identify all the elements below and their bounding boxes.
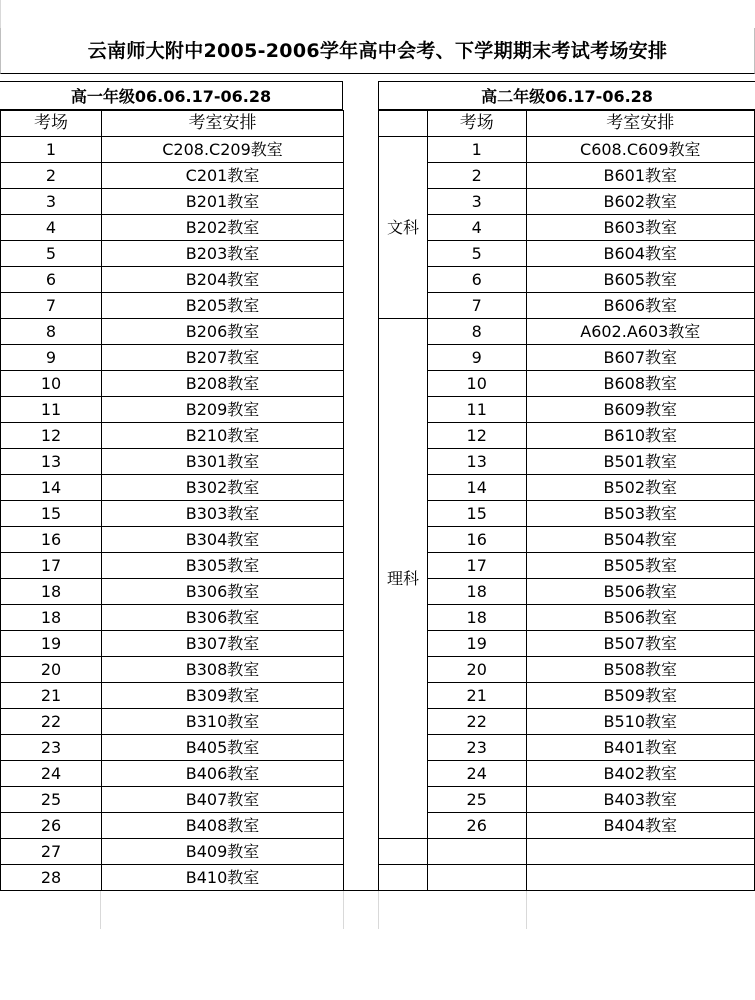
- classroom-cell[interactable]: B606教室: [526, 293, 754, 319]
- table-row: [379, 241, 755, 267]
- empty-row: [379, 839, 755, 865]
- table-row: [1, 631, 344, 657]
- classroom-cell[interactable]: B303教室: [102, 501, 344, 527]
- table-row: [1, 163, 344, 189]
- classroom-cell[interactable]: B201教室: [102, 189, 344, 215]
- room-number-cell[interactable]: 27: [1, 839, 102, 865]
- classroom-cell[interactable]: B506教室: [526, 605, 754, 631]
- table-row: [379, 579, 755, 605]
- classroom-cell[interactable]: B505教室: [526, 553, 754, 579]
- classroom-cell[interactable]: B301教室: [102, 449, 344, 475]
- grade1-table: [0, 110, 344, 891]
- table-row: [1, 527, 344, 553]
- grade2-header[interactable]: 高二年级06.17-06.28: [378, 81, 755, 110]
- room-number-cell[interactable]: 14: [427, 475, 526, 501]
- room-number-cell[interactable]: 23: [427, 735, 526, 761]
- classroom-cell[interactable]: B507教室: [526, 631, 754, 657]
- classroom-cell[interactable]: B305教室: [102, 553, 344, 579]
- classroom-cell[interactable]: B510教室: [526, 709, 754, 735]
- table-row: [1, 657, 344, 683]
- room-number-cell[interactable]: 6: [1, 267, 102, 293]
- room-number-cell[interactable]: 23: [1, 735, 102, 761]
- table-row: [379, 657, 755, 683]
- table-row: [1, 579, 344, 605]
- classroom-cell[interactable]: B203教室: [102, 241, 344, 267]
- room-number-cell[interactable]: 20: [427, 657, 526, 683]
- classroom-cell[interactable]: B308教室: [102, 657, 344, 683]
- table-row: [1, 553, 344, 579]
- classroom-cell[interactable]: B609教室: [526, 397, 754, 423]
- table-row: [379, 319, 755, 345]
- room-number-cell[interactable]: 26: [427, 813, 526, 839]
- room-number-cell[interactable]: 17: [427, 553, 526, 579]
- classroom-cell[interactable]: A602.A603教室: [526, 319, 754, 345]
- room-number-cell[interactable]: 8: [1, 319, 102, 345]
- room-number-cell[interactable]: 1: [427, 137, 526, 163]
- grade2-table: [378, 110, 755, 891]
- classroom-cell[interactable]: B603教室: [526, 215, 754, 241]
- room-number-cell[interactable]: 7: [1, 293, 102, 319]
- classroom-cell[interactable]: B605教室: [526, 267, 754, 293]
- table-row: [1, 267, 344, 293]
- room-number-cell[interactable]: 24: [427, 761, 526, 787]
- table-row: [1, 371, 344, 397]
- classroom-cell[interactable]: B502教室: [526, 475, 754, 501]
- table-row: [1, 189, 344, 215]
- empty-cell[interactable]: [526, 839, 754, 865]
- table-row: [1, 423, 344, 449]
- room-number-cell[interactable]: 4: [1, 215, 102, 241]
- classroom-cell[interactable]: B410教室: [102, 865, 344, 891]
- classroom-cell[interactable]: B508教室: [526, 657, 754, 683]
- room-number-cell[interactable]: 21: [427, 683, 526, 709]
- grade1-col-room[interactable]: 考场: [1, 111, 102, 137]
- grade2-col-group[interactable]: [379, 111, 428, 137]
- room-number-cell[interactable]: 14: [1, 475, 102, 501]
- room-number-cell[interactable]: 12: [427, 423, 526, 449]
- room-number-cell[interactable]: 22: [1, 709, 102, 735]
- room-number-cell[interactable]: 21: [1, 683, 102, 709]
- gridline: [343, 891, 344, 929]
- room-number-cell[interactable]: 9: [1, 345, 102, 371]
- classroom-cell[interactable]: B610教室: [526, 423, 754, 449]
- classroom-cell[interactable]: B208教室: [102, 371, 344, 397]
- classroom-cell[interactable]: B403教室: [526, 787, 754, 813]
- classroom-cell[interactable]: B302教室: [102, 475, 344, 501]
- table-row: [379, 761, 755, 787]
- classroom-cell[interactable]: B503教室: [526, 501, 754, 527]
- gridline: [378, 891, 379, 929]
- classroom-cell[interactable]: B504教室: [526, 527, 754, 553]
- classroom-cell[interactable]: B407教室: [102, 787, 344, 813]
- classroom-cell[interactable]: B604教室: [526, 241, 754, 267]
- room-number-cell[interactable]: 10: [1, 371, 102, 397]
- table-row: [379, 293, 755, 319]
- room-number-cell[interactable]: 19: [427, 631, 526, 657]
- classroom-cell[interactable]: B306教室: [102, 579, 344, 605]
- room-number-cell[interactable]: 9: [427, 345, 526, 371]
- table-row: [379, 527, 755, 553]
- table-row: [1, 397, 344, 423]
- room-number-cell[interactable]: 2: [1, 163, 102, 189]
- room-number-cell[interactable]: 11: [427, 397, 526, 423]
- room-number-cell[interactable]: 18: [1, 579, 102, 605]
- room-number-cell[interactable]: 10: [427, 371, 526, 397]
- table-row: [1, 813, 344, 839]
- table-row: [1, 475, 344, 501]
- table-row: [379, 501, 755, 527]
- table-row: [379, 215, 755, 241]
- room-number-cell[interactable]: 16: [427, 527, 526, 553]
- classroom-cell[interactable]: C608.C609教室: [526, 137, 754, 163]
- room-number-cell[interactable]: 3: [427, 189, 526, 215]
- empty-cell[interactable]: [526, 865, 754, 891]
- classroom-cell[interactable]: C208.C209教室: [102, 137, 344, 163]
- classroom-cell[interactable]: B401教室: [526, 735, 754, 761]
- gridline: [526, 891, 527, 929]
- table-row: [379, 371, 755, 397]
- classroom-cell[interactable]: B309教室: [102, 683, 344, 709]
- table-row: [379, 449, 755, 475]
- room-number-cell[interactable]: 11: [1, 397, 102, 423]
- classroom-cell[interactable]: B409教室: [102, 839, 344, 865]
- room-number-cell[interactable]: 4: [427, 215, 526, 241]
- classroom-cell[interactable]: B405教室: [102, 735, 344, 761]
- empty-row: [379, 865, 755, 891]
- room-number-cell[interactable]: 25: [427, 787, 526, 813]
- room-number-cell[interactable]: 6: [427, 267, 526, 293]
- table-row: [1, 761, 344, 787]
- room-number-cell[interactable]: 18: [427, 605, 526, 631]
- table-row: [1, 215, 344, 241]
- classroom-cell[interactable]: B206教室: [102, 319, 344, 345]
- room-number-cell[interactable]: 22: [427, 709, 526, 735]
- classroom-cell[interactable]: B501教室: [526, 449, 754, 475]
- classroom-cell[interactable]: B607教室: [526, 345, 754, 371]
- table-row: [1, 839, 344, 865]
- table-row: [1, 319, 344, 345]
- classroom-cell[interactable]: B310教室: [102, 709, 344, 735]
- grade2-col-room[interactable]: 考场: [427, 111, 526, 137]
- classroom-cell[interactable]: B210教室: [102, 423, 344, 449]
- room-number-cell[interactable]: 20: [1, 657, 102, 683]
- page-title[interactable]: 云南师大附中2005-2006学年高中会考、下学期期末考试考场安排: [0, 28, 755, 74]
- classroom-cell[interactable]: B207教室: [102, 345, 344, 371]
- classroom-cell[interactable]: B509教室: [526, 683, 754, 709]
- room-number-cell[interactable]: 19: [1, 631, 102, 657]
- empty-cell[interactable]: [379, 839, 428, 865]
- grade2-column-header-row: [379, 111, 755, 137]
- classroom-cell[interactable]: B209教室: [102, 397, 344, 423]
- table-row: [379, 267, 755, 293]
- grade1-header[interactable]: 高一年级06.06.17-06.28: [0, 81, 343, 110]
- classroom-cell[interactable]: B204教室: [102, 267, 344, 293]
- table-row: [1, 449, 344, 475]
- classroom-cell[interactable]: B404教室: [526, 813, 754, 839]
- sheet-top-gutter: [0, 0, 755, 28]
- classroom-cell[interactable]: B602教室: [526, 189, 754, 215]
- classroom-cell[interactable]: B601教室: [526, 163, 754, 189]
- table-row: [1, 787, 344, 813]
- table-row: [1, 605, 344, 631]
- room-number-cell[interactable]: 3: [1, 189, 102, 215]
- classroom-cell[interactable]: B205教室: [102, 293, 344, 319]
- table-row: [1, 709, 344, 735]
- room-number-cell[interactable]: 18: [1, 605, 102, 631]
- table-row: [379, 787, 755, 813]
- table-row: [1, 865, 344, 891]
- room-number-cell[interactable]: 18: [427, 579, 526, 605]
- room-number-cell[interactable]: 17: [1, 553, 102, 579]
- classroom-cell[interactable]: B402教室: [526, 761, 754, 787]
- table-row: [1, 501, 344, 527]
- table-row: [1, 137, 344, 163]
- classroom-cell[interactable]: B408教室: [102, 813, 344, 839]
- table-row: [379, 683, 755, 709]
- room-number-cell[interactable]: 15: [1, 501, 102, 527]
- room-number-cell[interactable]: 8: [427, 319, 526, 345]
- track-group-cell[interactable]: 理科: [379, 319, 428, 839]
- room-number-cell[interactable]: 15: [427, 501, 526, 527]
- table-row: [379, 423, 755, 449]
- room-number-cell[interactable]: 26: [1, 813, 102, 839]
- empty-cell[interactable]: [427, 865, 526, 891]
- room-number-cell[interactable]: 13: [427, 449, 526, 475]
- classroom-cell[interactable]: B304教室: [102, 527, 344, 553]
- room-number-cell[interactable]: 2: [427, 163, 526, 189]
- table-row: [379, 553, 755, 579]
- gridline: [100, 891, 101, 929]
- table-row: [379, 813, 755, 839]
- room-number-cell[interactable]: 1: [1, 137, 102, 163]
- table-row: [1, 683, 344, 709]
- table-row: [1, 293, 344, 319]
- table-row: [379, 397, 755, 423]
- table-row: [379, 605, 755, 631]
- empty-cell[interactable]: [379, 865, 428, 891]
- classroom-cell[interactable]: B406教室: [102, 761, 344, 787]
- table-row: [379, 189, 755, 215]
- table-row: [1, 345, 344, 371]
- table-row: [1, 735, 344, 761]
- grade1-col-class[interactable]: 考室安排: [102, 111, 344, 137]
- grade2-col-class[interactable]: 考室安排: [526, 111, 754, 137]
- classroom-cell[interactable]: B608教室: [526, 371, 754, 397]
- empty-cell[interactable]: [427, 839, 526, 865]
- table-row: [379, 735, 755, 761]
- classroom-cell[interactable]: B506教室: [526, 579, 754, 605]
- track-group-cell[interactable]: 文科: [379, 137, 428, 319]
- table-row: [379, 137, 755, 163]
- room-number-cell[interactable]: 7: [427, 293, 526, 319]
- room-number-cell[interactable]: 5: [427, 241, 526, 267]
- room-number-cell[interactable]: 16: [1, 527, 102, 553]
- column-gap: [343, 110, 378, 890]
- classroom-cell[interactable]: C201教室: [102, 163, 344, 189]
- classroom-cell[interactable]: B202教室: [102, 215, 344, 241]
- room-number-cell[interactable]: 12: [1, 423, 102, 449]
- sheet-bottom-row: [0, 890, 755, 928]
- table-row: [379, 163, 755, 189]
- room-number-cell[interactable]: 25: [1, 787, 102, 813]
- classroom-cell[interactable]: B306教室: [102, 605, 344, 631]
- classroom-cell[interactable]: B307教室: [102, 631, 344, 657]
- room-number-cell[interactable]: 28: [1, 865, 102, 891]
- room-number-cell[interactable]: 13: [1, 449, 102, 475]
- room-number-cell[interactable]: 24: [1, 761, 102, 787]
- table-row: [379, 345, 755, 371]
- grade1-column-header-row: [1, 111, 344, 137]
- table-row: [379, 475, 755, 501]
- table-row: [1, 241, 344, 267]
- table-row: [379, 631, 755, 657]
- table-row: [379, 709, 755, 735]
- room-number-cell[interactable]: 5: [1, 241, 102, 267]
